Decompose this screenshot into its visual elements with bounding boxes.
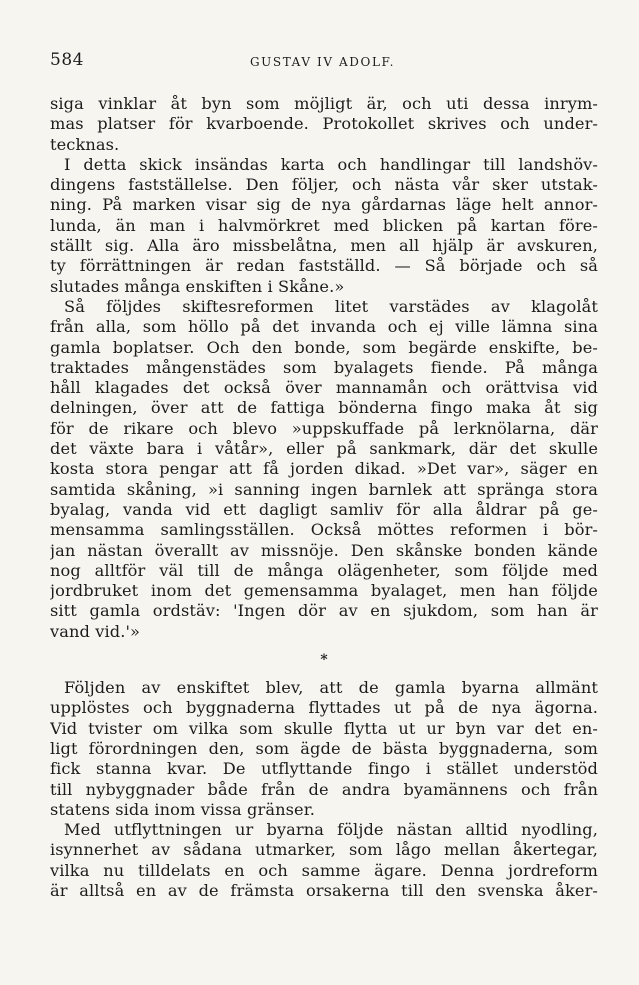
text-line: Med utflyttningen ur byarna följde nästan alltid nyodling, xyxy=(64,820,598,840)
text-line: Vid tvister om vilka som skulle flytta ut ur byn var det en- xyxy=(50,718,598,738)
running-head: GUSTAV IV ADOLF. xyxy=(250,55,396,69)
text-line: siga vinklar åt byn som möjligt är, och uti dessa inrym- xyxy=(50,94,598,113)
text-line: ligt förordningen den, som ägde de bästa byggnaderna, som xyxy=(50,738,598,758)
text-line: det växte bara i våtår», eller på sankmark, där det skulle xyxy=(50,439,598,459)
text-line: mas platser för kvarboende. Protokollet skrives och under- xyxy=(50,114,598,134)
text-line: vilka nu tilldelats en och samme ägare. Denna jordreform xyxy=(50,860,598,880)
text-line: mensamma samlingsställen. Också möttes reformen i bör- xyxy=(50,520,598,540)
text-line: håll klagades det också över mannamån och orättvisa vid xyxy=(50,378,598,398)
text-line: från alla, som höllo på det invanda och ej ville lämna sina xyxy=(50,317,598,337)
text-line: fick stanna kvar. De utflyttande fingo i stället understöd xyxy=(50,759,598,779)
text-line: I detta skick insändas karta och handlingar till landshöv- xyxy=(64,154,598,174)
text-line: lunda, än man i halvmörkret med blicken på kartan före- xyxy=(50,215,598,235)
text-line: slutades många enskiften i Skåne.» xyxy=(50,276,345,296)
text-line: dingens fastställelse. Den följer, och nästa vår sker utstak- xyxy=(50,175,598,195)
text-line: samtida skåning, »i sanning ingen barnlek att spränga stora xyxy=(50,479,598,499)
text-line: nog alltför väl till de många olägenheter, som följde med xyxy=(50,560,598,580)
text-line: Följden av enskiftet blev, att de gamla byarna allmänt xyxy=(64,678,598,698)
text-line: ställt sig. Alla äro missbelåtna, men all hjälp är avskuren, xyxy=(50,236,598,256)
text-line: traktades mångenstädes som byalagets fiende. På många xyxy=(50,357,598,377)
text-line: upplöstes och byggnaderna flyttades ut på de nya ägorna. xyxy=(50,698,598,718)
text-line: ning. På marken visar sig de nya gårdarnas läge helt annor- xyxy=(50,195,598,215)
text-line: till nybyggnader både från de andra byamännens och från xyxy=(50,779,598,799)
text-line: ty förrättningen är redan fastställd. — Så började och så xyxy=(50,256,598,276)
text-line: för de rikare och blevo »uppskuffade på lerknölarna, där xyxy=(50,418,598,438)
text-line: statens sida inom vissa gränser. xyxy=(50,799,316,819)
text-line: kosta stora pengar att få jorden dikad. »Det var», säger en xyxy=(50,459,598,479)
body-text xyxy=(50,94,598,901)
text-line: tecknas. xyxy=(50,134,120,154)
section-separator: * xyxy=(320,652,328,669)
text-line: delningen, över att de fattiga bönderna fingo maka åt sig xyxy=(50,398,598,418)
text-line: jordbruket inom det gemensamma byalaget, men han följde xyxy=(50,581,598,601)
text-line: gamla boplatser. Och den bonde, som begärde enskifte, be- xyxy=(50,337,598,357)
text-line: sitt gamla ordstäv: 'Ingen dör av en sjukdom, som han är xyxy=(50,601,598,621)
text-line: byalag, vanda vid ett dagligt samliv för alla åldrar på ge- xyxy=(50,499,598,519)
text-line: Så följdes skiftesreformen litet varstädes av klagolåt xyxy=(64,296,598,316)
page-number: 584 xyxy=(50,50,84,70)
text-line: är alltså en av de främsta orsakerna till den svenska åker- xyxy=(50,880,598,900)
text-line: vand vid.'» xyxy=(50,621,141,641)
page-header xyxy=(50,50,598,74)
text-line: isynnerhet av sådana utmarker, som lågo mellan åkertegar, xyxy=(50,840,598,860)
text-line: jan nästan överallt av missnöje. Den skånske bonden kände xyxy=(50,540,598,560)
